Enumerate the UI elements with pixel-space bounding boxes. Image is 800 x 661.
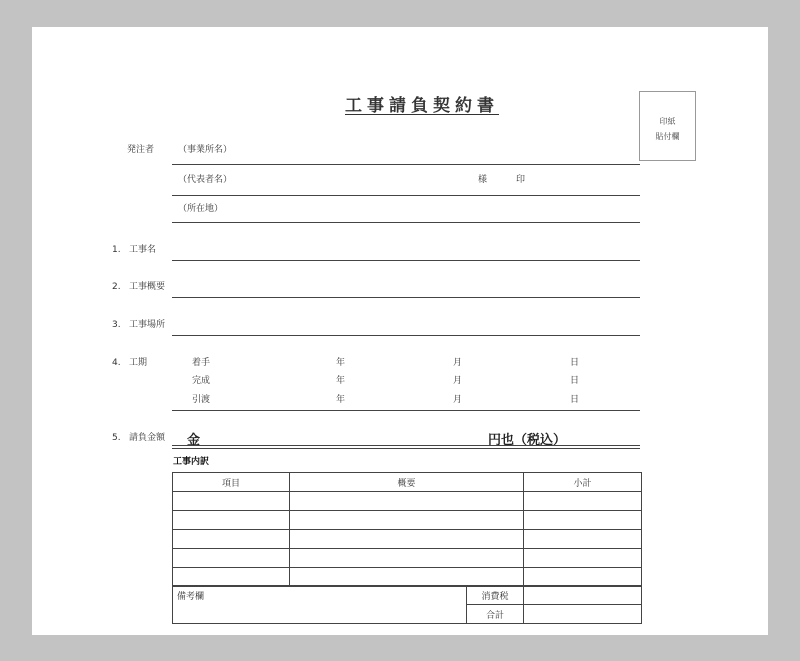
remarks-cell[interactable]: 備考欄: [173, 586, 467, 624]
cell-summary[interactable]: [290, 530, 524, 549]
amount-prefix: 金: [187, 433, 201, 448]
item-5-label: 請負金額: [129, 433, 166, 443]
item-2-num: 2.: [112, 282, 121, 292]
period-delivery-month: 月: [453, 395, 463, 405]
cell-subtotal[interactable]: [524, 549, 642, 568]
item-1-num: 1.: [112, 245, 121, 255]
cell-summary[interactable]: [290, 568, 524, 587]
cell-subtotal[interactable]: [524, 492, 642, 511]
tax-value-cell[interactable]: [524, 586, 642, 605]
period-complete-month: 月: [453, 376, 463, 386]
cell-summary[interactable]: [290, 492, 524, 511]
table-row: [173, 530, 642, 549]
period-line: [172, 410, 640, 411]
cell-subtotal[interactable]: [524, 511, 642, 530]
stamp-label-1: 印紙: [659, 117, 676, 126]
item-4-num: 4.: [112, 358, 121, 368]
address-label: （所在地）: [178, 204, 224, 214]
cell-subtotal[interactable]: [524, 530, 642, 549]
address-line: [172, 222, 640, 223]
amount-line-1: [172, 445, 640, 446]
office-name-label: （事業所名）: [178, 145, 233, 155]
cell-item[interactable]: [173, 549, 290, 568]
period-delivery-day: 日: [570, 395, 580, 405]
cell-summary[interactable]: [290, 511, 524, 530]
period-complete-year: 年: [336, 376, 346, 386]
seal-label: 印: [516, 175, 526, 185]
table-row: [173, 492, 642, 511]
total-value-cell[interactable]: [524, 605, 642, 624]
item-1-line: [172, 260, 640, 261]
header-subtotal: 小計: [524, 473, 642, 492]
period-start-month: 月: [453, 358, 463, 368]
breakdown-table: [172, 472, 642, 587]
cell-summary[interactable]: [290, 549, 524, 568]
item-2-label: 工事概要: [129, 282, 166, 292]
item-3-num: 3.: [112, 320, 121, 330]
client-label: 発注者: [127, 145, 155, 155]
header-item: 項目: [173, 473, 290, 492]
total-label: 合計: [467, 605, 524, 624]
office-name-line: [172, 164, 640, 165]
period-start-label: 着手: [192, 358, 211, 368]
period-start-year: 年: [336, 358, 346, 368]
representative-label: （代表者名）: [178, 175, 233, 185]
stamp-label-2: 貼付欄: [655, 132, 680, 141]
table-row: [173, 568, 642, 587]
period-delivery-label: 引渡: [192, 395, 211, 405]
item-5-num: 5.: [112, 433, 121, 443]
amount-line-2: [172, 448, 640, 449]
sama-label: 様: [478, 175, 488, 185]
document-title: 工事請負契約書: [345, 96, 499, 116]
breakdown-title: 工事内訳: [173, 457, 210, 467]
table-row: [173, 511, 642, 530]
amount-suffix: 円也（税込）: [488, 433, 567, 448]
item-1-label: 工事名: [129, 245, 157, 255]
contract-sheet: [32, 27, 768, 635]
totals-table: [172, 585, 642, 624]
table-row: [173, 549, 642, 568]
item-4-label: 工期: [129, 358, 148, 368]
breakdown-header-row: [173, 473, 642, 492]
period-complete-label: 完成: [192, 376, 211, 386]
cell-item[interactable]: [173, 530, 290, 549]
item-2-line: [172, 297, 640, 298]
tax-label: 消費税: [467, 586, 524, 605]
cell-item[interactable]: [173, 492, 290, 511]
representative-line: [172, 195, 640, 196]
cell-subtotal[interactable]: [524, 568, 642, 587]
period-complete-day: 日: [570, 376, 580, 386]
cell-item[interactable]: [173, 568, 290, 587]
period-delivery-year: 年: [336, 395, 346, 405]
item-3-label: 工事場所: [129, 320, 166, 330]
cell-item[interactable]: [173, 511, 290, 530]
period-start-day: 日: [570, 358, 580, 368]
revenue-stamp-box: [639, 91, 696, 161]
item-3-line: [172, 335, 640, 336]
header-summary: 概要: [290, 473, 524, 492]
